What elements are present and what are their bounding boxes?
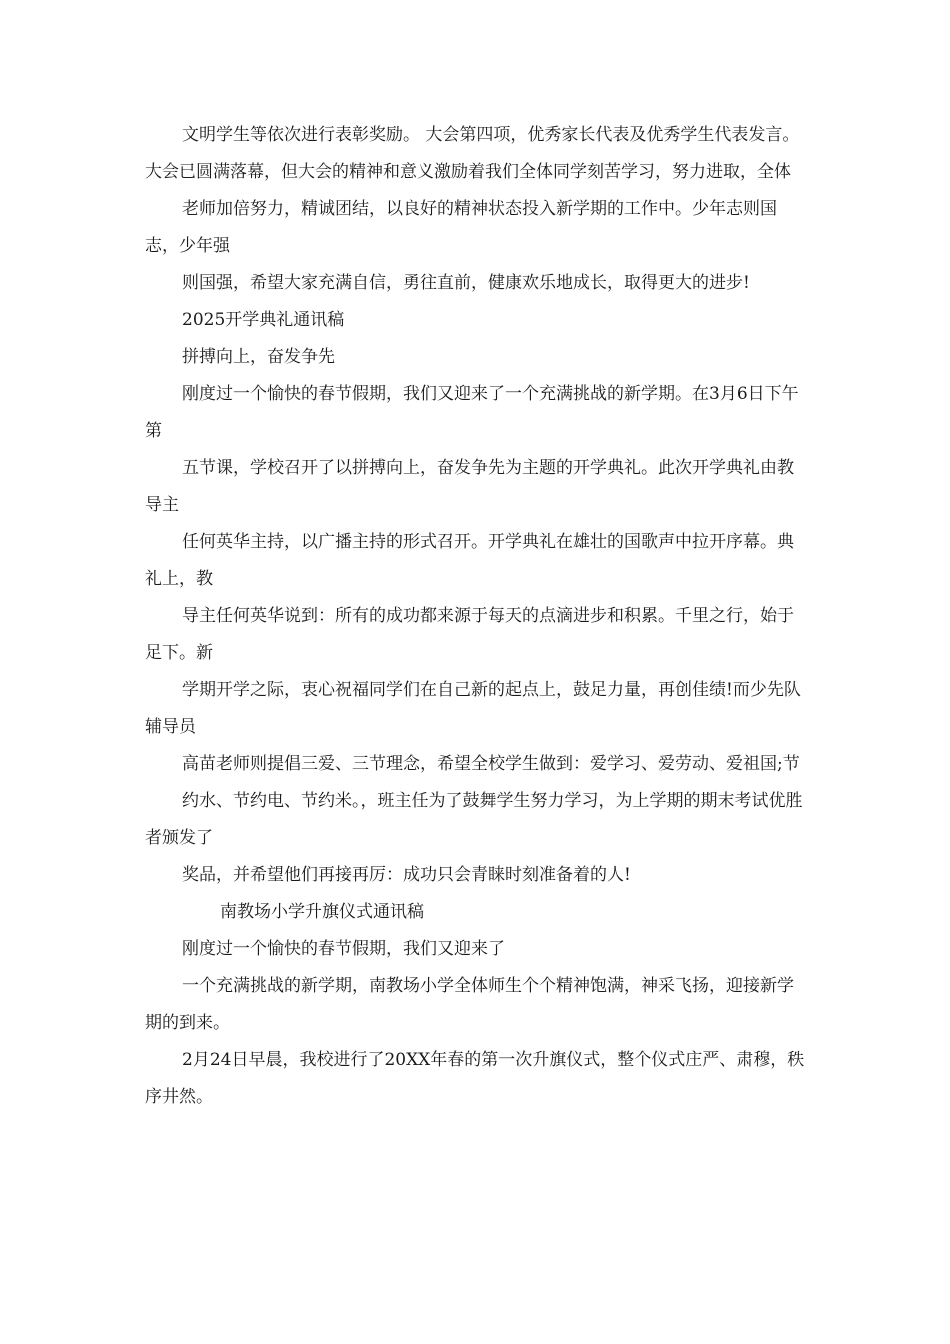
document-body [145,117,810,1116]
paragraph-awards: 约水、节约电、节约米。，班主任为了鼓舞学生努力学习，为上学期的期末考试优胜者颁发了 [145,791,803,848]
paragraph-teachers-effort: 老师加倍努力，精诚团结，以良好的精神状态投入新学期的工作中。少年志则国志，少年强 [145,199,777,256]
paragraph-blessing: 学期开学之际，衷心祝福同学们在自己新的起点上，鼓足力量，再创佳绩!而少先队辅导员 [145,680,801,737]
paragraph-ceremony-theme: 五节课，学校召开了以拼搏向上，奋发争先为主题的开学典礼。此次开学典礼由教导主 [145,458,794,515]
section-title-flag-raising: 南教场小学升旗仪式通讯稿 [220,902,424,922]
paragraph-challenging-semester: 一个充满挑战的新学期，南教场小学全体师生个个精神饱满，神采飞扬，迎接新学期的到来。 [145,976,794,1033]
paragraph-prizes: 奖品，并希望他们再接再厉：成功只会青睐时刻准备着的人! [182,865,631,885]
paragraph-flag-ceremony: 2月24日早晨，我校进行了20XX年春的第一次升旗仪式，整个仪式庄严、肃穆，秩序井然。 [145,1050,805,1107]
paragraph-new-semester: 刚度过一个愉快的春节假期，我们又迎来了一个充满挑战的新学期。在3月6日下午第 [145,384,799,441]
paragraph-director-speech: 导主任何英华说到：所有的成功都来源于每天的点滴进步和积累。千里之行，始于足下。新 [145,606,794,663]
paragraph-strong-nation: 则国强，希望大家充满自信，勇往直前，健康欢乐地成长，取得更大的进步! [182,273,750,293]
section-subtitle-motto: 拼搏向上，奋发争先 [182,347,335,367]
paragraph-award-speech: 文明学生等依次进行表彰奖励。 大会第四项，优秀家长代表及优秀学生代表发言。 大会已圆满落幕，但大会的精神和意义激励着我们全体同学刻苦学习，努力进取，全体 [145,125,800,182]
paragraph-ceremony-host: 任何英华主持，以广播主持的形式召开。开学典礼在雄壮的国歌声中拉开序幕。典礼上，教 [145,532,794,589]
section-title-opening-ceremony: 2025开学典礼通讯稿 [182,310,345,330]
paragraph-three-loves: 高苗老师则提倡三爱、三节理念，希望全校学生做到：爱学习、爱劳动、爱祖国;节 [182,754,800,774]
paragraph-spring-holiday: 刚度过一个愉快的春节假期，我们又迎来了 [182,939,505,959]
